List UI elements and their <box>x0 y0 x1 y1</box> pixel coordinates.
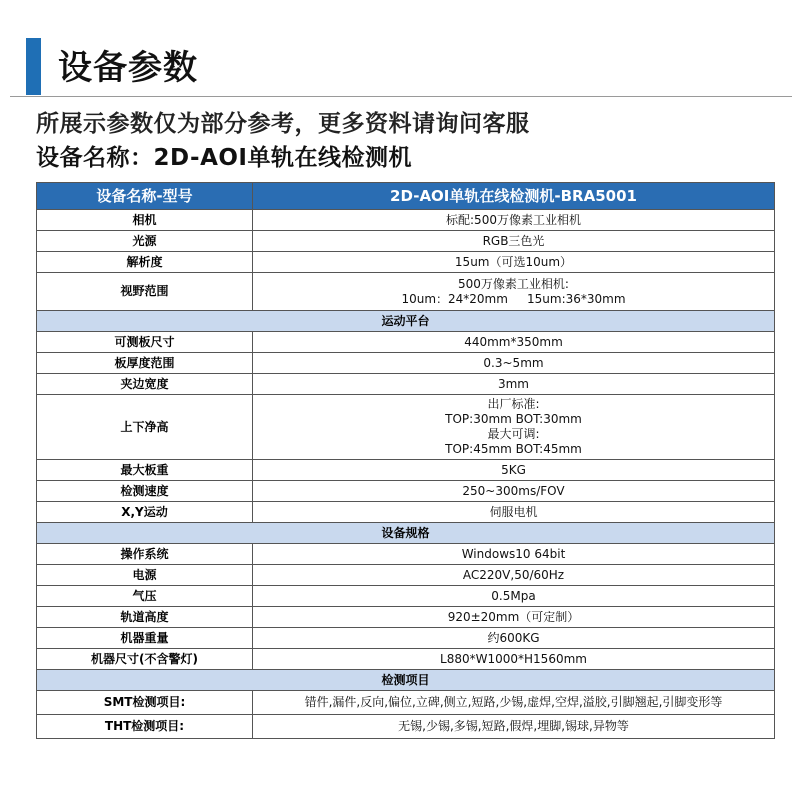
table-row-air <box>37 586 775 607</box>
clearance-line-4: TOP:45mm BOT:45mm <box>445 442 582 456</box>
row-value <box>253 395 775 460</box>
row-label: 视野范围 <box>37 273 253 311</box>
table-row-rail-height <box>37 607 775 628</box>
table-row-smt <box>37 691 775 715</box>
table-row-machine-size <box>37 649 775 670</box>
clearance-line-1: 出厂标准: <box>487 397 540 411</box>
table-row-machine-weight <box>37 628 775 649</box>
row-label: 相机 <box>37 210 253 231</box>
header-model: 2D-AOI单轨在线检测机-BRA5001 <box>253 183 775 210</box>
table-row-resolution <box>37 252 775 273</box>
row-value: 0.3~5mm <box>253 353 775 374</box>
spec-table <box>36 182 775 739</box>
row-value: 无锡,少锡,多锡,短路,假焊,埋脚,锡球,异物等 <box>253 715 775 739</box>
row-value: 3mm <box>253 374 775 395</box>
row-label: X,Y运动 <box>37 502 253 523</box>
fov-line-1: 500万像素工业相机: <box>458 276 569 291</box>
notice-text: 所展示参数仅为部分参考，更多资料请询问客服 <box>36 111 530 137</box>
row-label: 检测速度 <box>37 481 253 502</box>
section-title: 检测项目 <box>37 670 775 691</box>
row-label: 夹边宽度 <box>37 374 253 395</box>
clearance-line-3: 最大可调: <box>487 427 540 441</box>
row-label: 最大板重 <box>37 460 253 481</box>
header-label: 设备名称-型号 <box>37 183 253 210</box>
section-title: 运动平台 <box>37 311 775 332</box>
row-value: AC220V,50/60Hz <box>253 565 775 586</box>
row-label: 轨道高度 <box>37 607 253 628</box>
row-value <box>253 273 775 311</box>
table-header-row <box>37 183 775 210</box>
row-value: 15um（可选10um） <box>253 252 775 273</box>
row-label: 可测板尺寸 <box>37 332 253 353</box>
table-row-power <box>37 565 775 586</box>
table-row-board-size <box>37 332 775 353</box>
table-row-fov <box>37 273 775 311</box>
row-value: 伺服电机 <box>253 502 775 523</box>
row-label: 气压 <box>37 586 253 607</box>
row-label: SMT检测项目: <box>37 691 253 715</box>
row-label: 光源 <box>37 231 253 252</box>
row-value: L880*W1000*H1560mm <box>253 649 775 670</box>
clearance-line-2: TOP:30mm BOT:30mm <box>445 412 582 426</box>
row-label: 板厚度范围 <box>37 353 253 374</box>
fov-line-2: 10um：24*20mm 15um:36*30mm <box>401 291 626 306</box>
device-name-heading: 设备名称：2D-AOI单轨在线检测机 <box>36 145 412 171</box>
row-value: RGB三色光 <box>253 231 775 252</box>
table-row-tht <box>37 715 775 739</box>
row-value: 250~300ms/FOV <box>253 481 775 502</box>
title-divider <box>10 96 792 97</box>
row-value: 标配:500万像素工业相机 <box>253 210 775 231</box>
row-label: 电源 <box>37 565 253 586</box>
table-row-camera <box>37 210 775 231</box>
row-label: THT检测项目: <box>37 715 253 739</box>
table-row-board-thickness <box>37 353 775 374</box>
row-value: 920±20mm（可定制） <box>253 607 775 628</box>
table-row-clearance <box>37 395 775 460</box>
row-value: 440mm*350mm <box>253 332 775 353</box>
page-title: 设备参数 <box>58 48 198 88</box>
section-row-motion <box>37 311 775 332</box>
row-value: 约600KG <box>253 628 775 649</box>
row-value: 5KG <box>253 460 775 481</box>
table-row-speed <box>37 481 775 502</box>
row-label: 上下净高 <box>37 395 253 460</box>
row-label: 操作系统 <box>37 544 253 565</box>
section-row-spec <box>37 523 775 544</box>
row-value: 0.5Mpa <box>253 586 775 607</box>
table-row-os <box>37 544 775 565</box>
row-value: Windows10 64bit <box>253 544 775 565</box>
section-title: 设备规格 <box>37 523 775 544</box>
table-row-clamp-width <box>37 374 775 395</box>
table-row-light <box>37 231 775 252</box>
title-accent-bar <box>26 38 41 95</box>
row-value: 错件,漏件,反向,偏位,立碑,侧立,短路,少锡,虚焊,空焊,溢胶,引脚翘起,引脚变形等 <box>253 691 775 715</box>
row-label: 机器重量 <box>37 628 253 649</box>
section-row-items <box>37 670 775 691</box>
table-row-max-weight <box>37 460 775 481</box>
row-label: 解析度 <box>37 252 253 273</box>
row-label: 机器尺寸(不含警灯) <box>37 649 253 670</box>
table-row-xy <box>37 502 775 523</box>
